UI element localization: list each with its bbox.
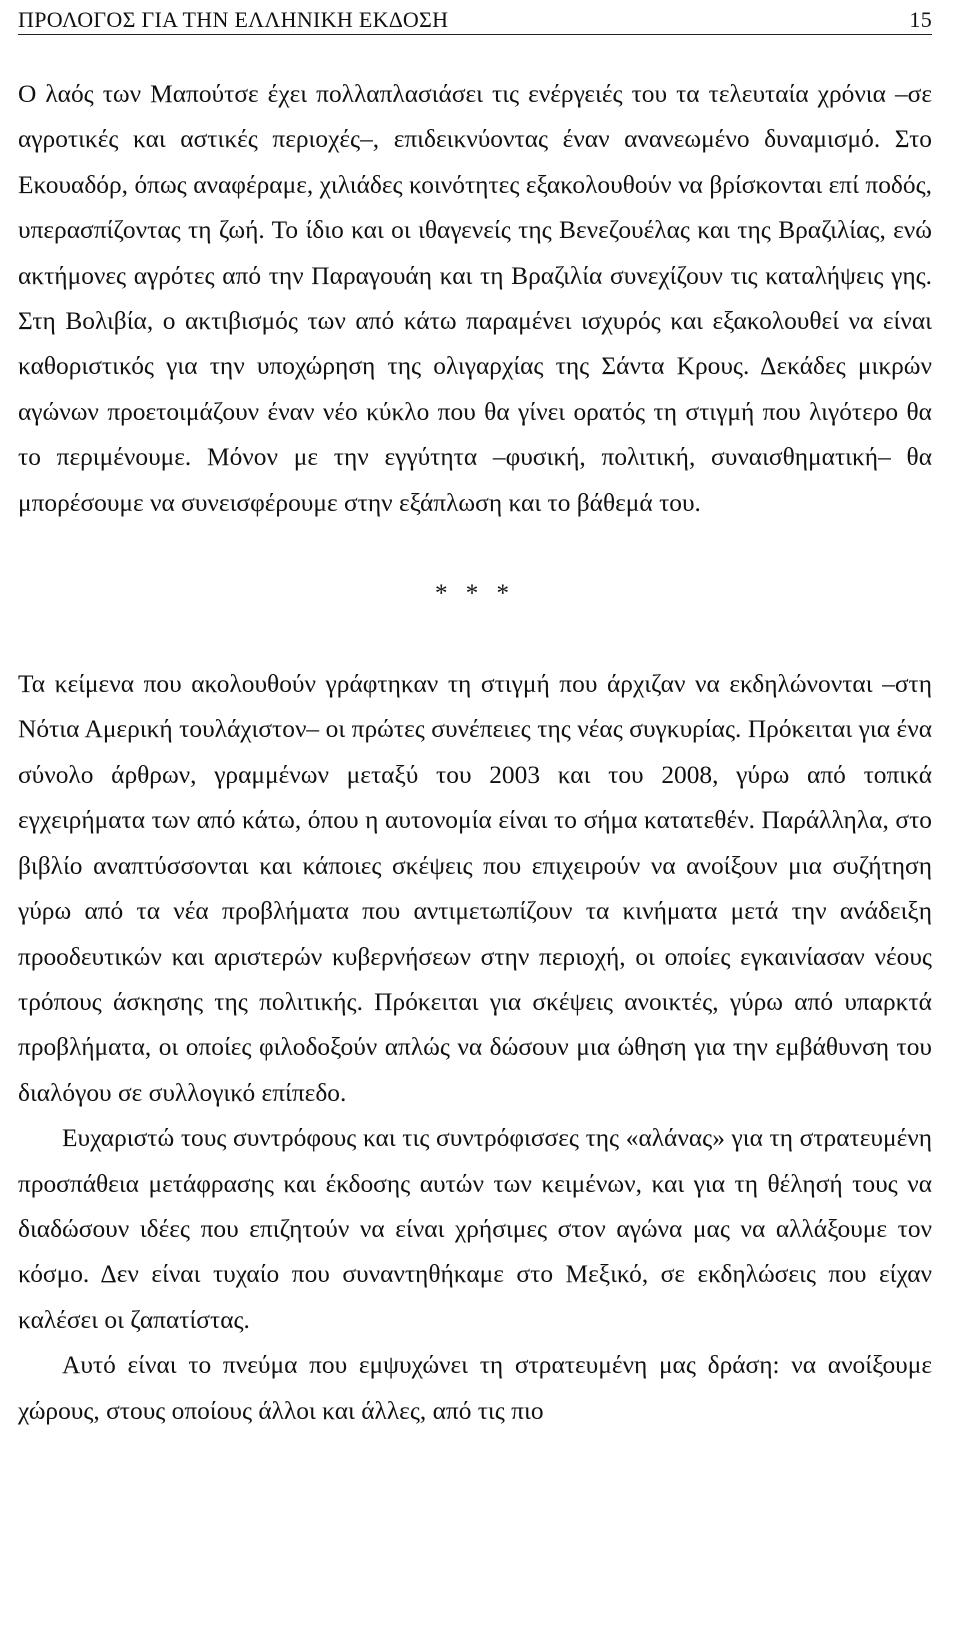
page-number: 15 (909, 7, 932, 32)
running-header (18, 4, 932, 35)
body-text (18, 72, 932, 1434)
paragraph: Αυτό είναι το πνεύμα που εμψυχώνει τη στρατευμένη μας δράση: να ανοίξουμε χώρους, στους οποίους άλλοι και άλλες, από τις πιο (18, 1351, 932, 1425)
book-page (18, 0, 932, 1628)
paragraph: Ο λαός των Μαπούτσε έχει πολλαπλασιάσει τις ενέργειές του τα τελευταία χρόνια –σε αγροτικές και αστικές περιοχές–, επιδεικνύοντας έναν ανανεωμένο δυναμισμό. Στο Εκουαδόρ, όπως αναφέραμε, χιλιάδες κοινότητες εξακολουθούν να βρίσκονται επί ποδός, υπερασπίζοντας τη ζωή. Το ίδιο και οι ιθαγενείς της Βενεζουέλας και της Βραζιλίας, ενώ ακτήμονες αγρότες από την Παραγουάη και τη Βραζιλία συνεχίζουν τις καταλήψεις γης. Στη Βολιβία, ο ακτιβισμός των από κάτω παραμένει ισχυρός και εξακολουθεί να είναι καθοριστικός για την υποχώρηση της ολιγαρχίας της Σάντα Κρους. Δεκάδες μικρών αγώνων προετοιμάζουν έναν νέο κύκλο που θα γίνει ορατός τη στιγμή που λιγότερο θα το περιμένουμε. Μόνον με την εγγύτητα –φυσική, πολιτική, συναισθηματική– θα μπορέσουμε να συνεισφέρουμε στην εξάπλωση και το βάθεμά του. (18, 80, 932, 517)
paragraph: Ευχαριστώ τους συντρόφους και τις συντρόφισσες της «αλάνας» για τη στρατευμένη προσπάθεια μετάφρασης και έκδοσης αυτών των κειμένων, και για τη θέλησή τους να διαδώσουν ιδέες που επιζητούν να είναι χρήσιμες στον αγώνα μας να αλλάξουμε τον κόσμο. Δεν είναι τυχαίο που συναντηθήκαμε στο Μεξικό, σε εκδηλώσεις που είχαν καλέσει οι ζαπατίστας. (18, 1124, 932, 1334)
paragraph: Τα κείμενα που ακολουθούν γράφτηκαν τη στιγμή που άρχιζαν να εκδηλώνονται –στη Νότια Αμερική τουλάχιστον– οι πρώτες συνέπειες της νέας συγκυρίας. Πρόκειται για ένα σύνολο άρθρων, γραμμένων μεταξύ του 2003 και του 2008, γύρω από τοπικά εγχειρήματα των από κάτω, όπου η αυτονομία είναι το σήμα κατατεθέν. Παράλληλα, στο βιβλίο αναπτύσσονται και κάποιες σκέψεις που επιχειρούν να ανοίξουν μια συζήτηση γύρω από τα νέα προβλήματα που αντιμετωπίζουν τα κινήματα μετά την ανάδειξη προοδευτικών και αριστερών κυβερνήσεων στην περιοχή, οι οποίες εγκαινίασαν νέους τρόπους άσκησης της πολιτικής. Πρόκειται για σκέψεις ανοικτές, γύρω από υπαρκτά προβλήματα, οι οποίες φιλοδοξούν απλώς να δώσουν μια ώθηση για την εμβάθυνση του διαλόγου σε συλλογικό επίπεδο. (18, 670, 932, 1107)
header-title: ΠΡΟΛΟΓΟΣ ΓΙΑ ΤΗΝ ΕΛΛΗΝΙΚΗ ΕΚΔΟΣΗ (18, 7, 449, 32)
section-break: * * * (435, 580, 515, 608)
